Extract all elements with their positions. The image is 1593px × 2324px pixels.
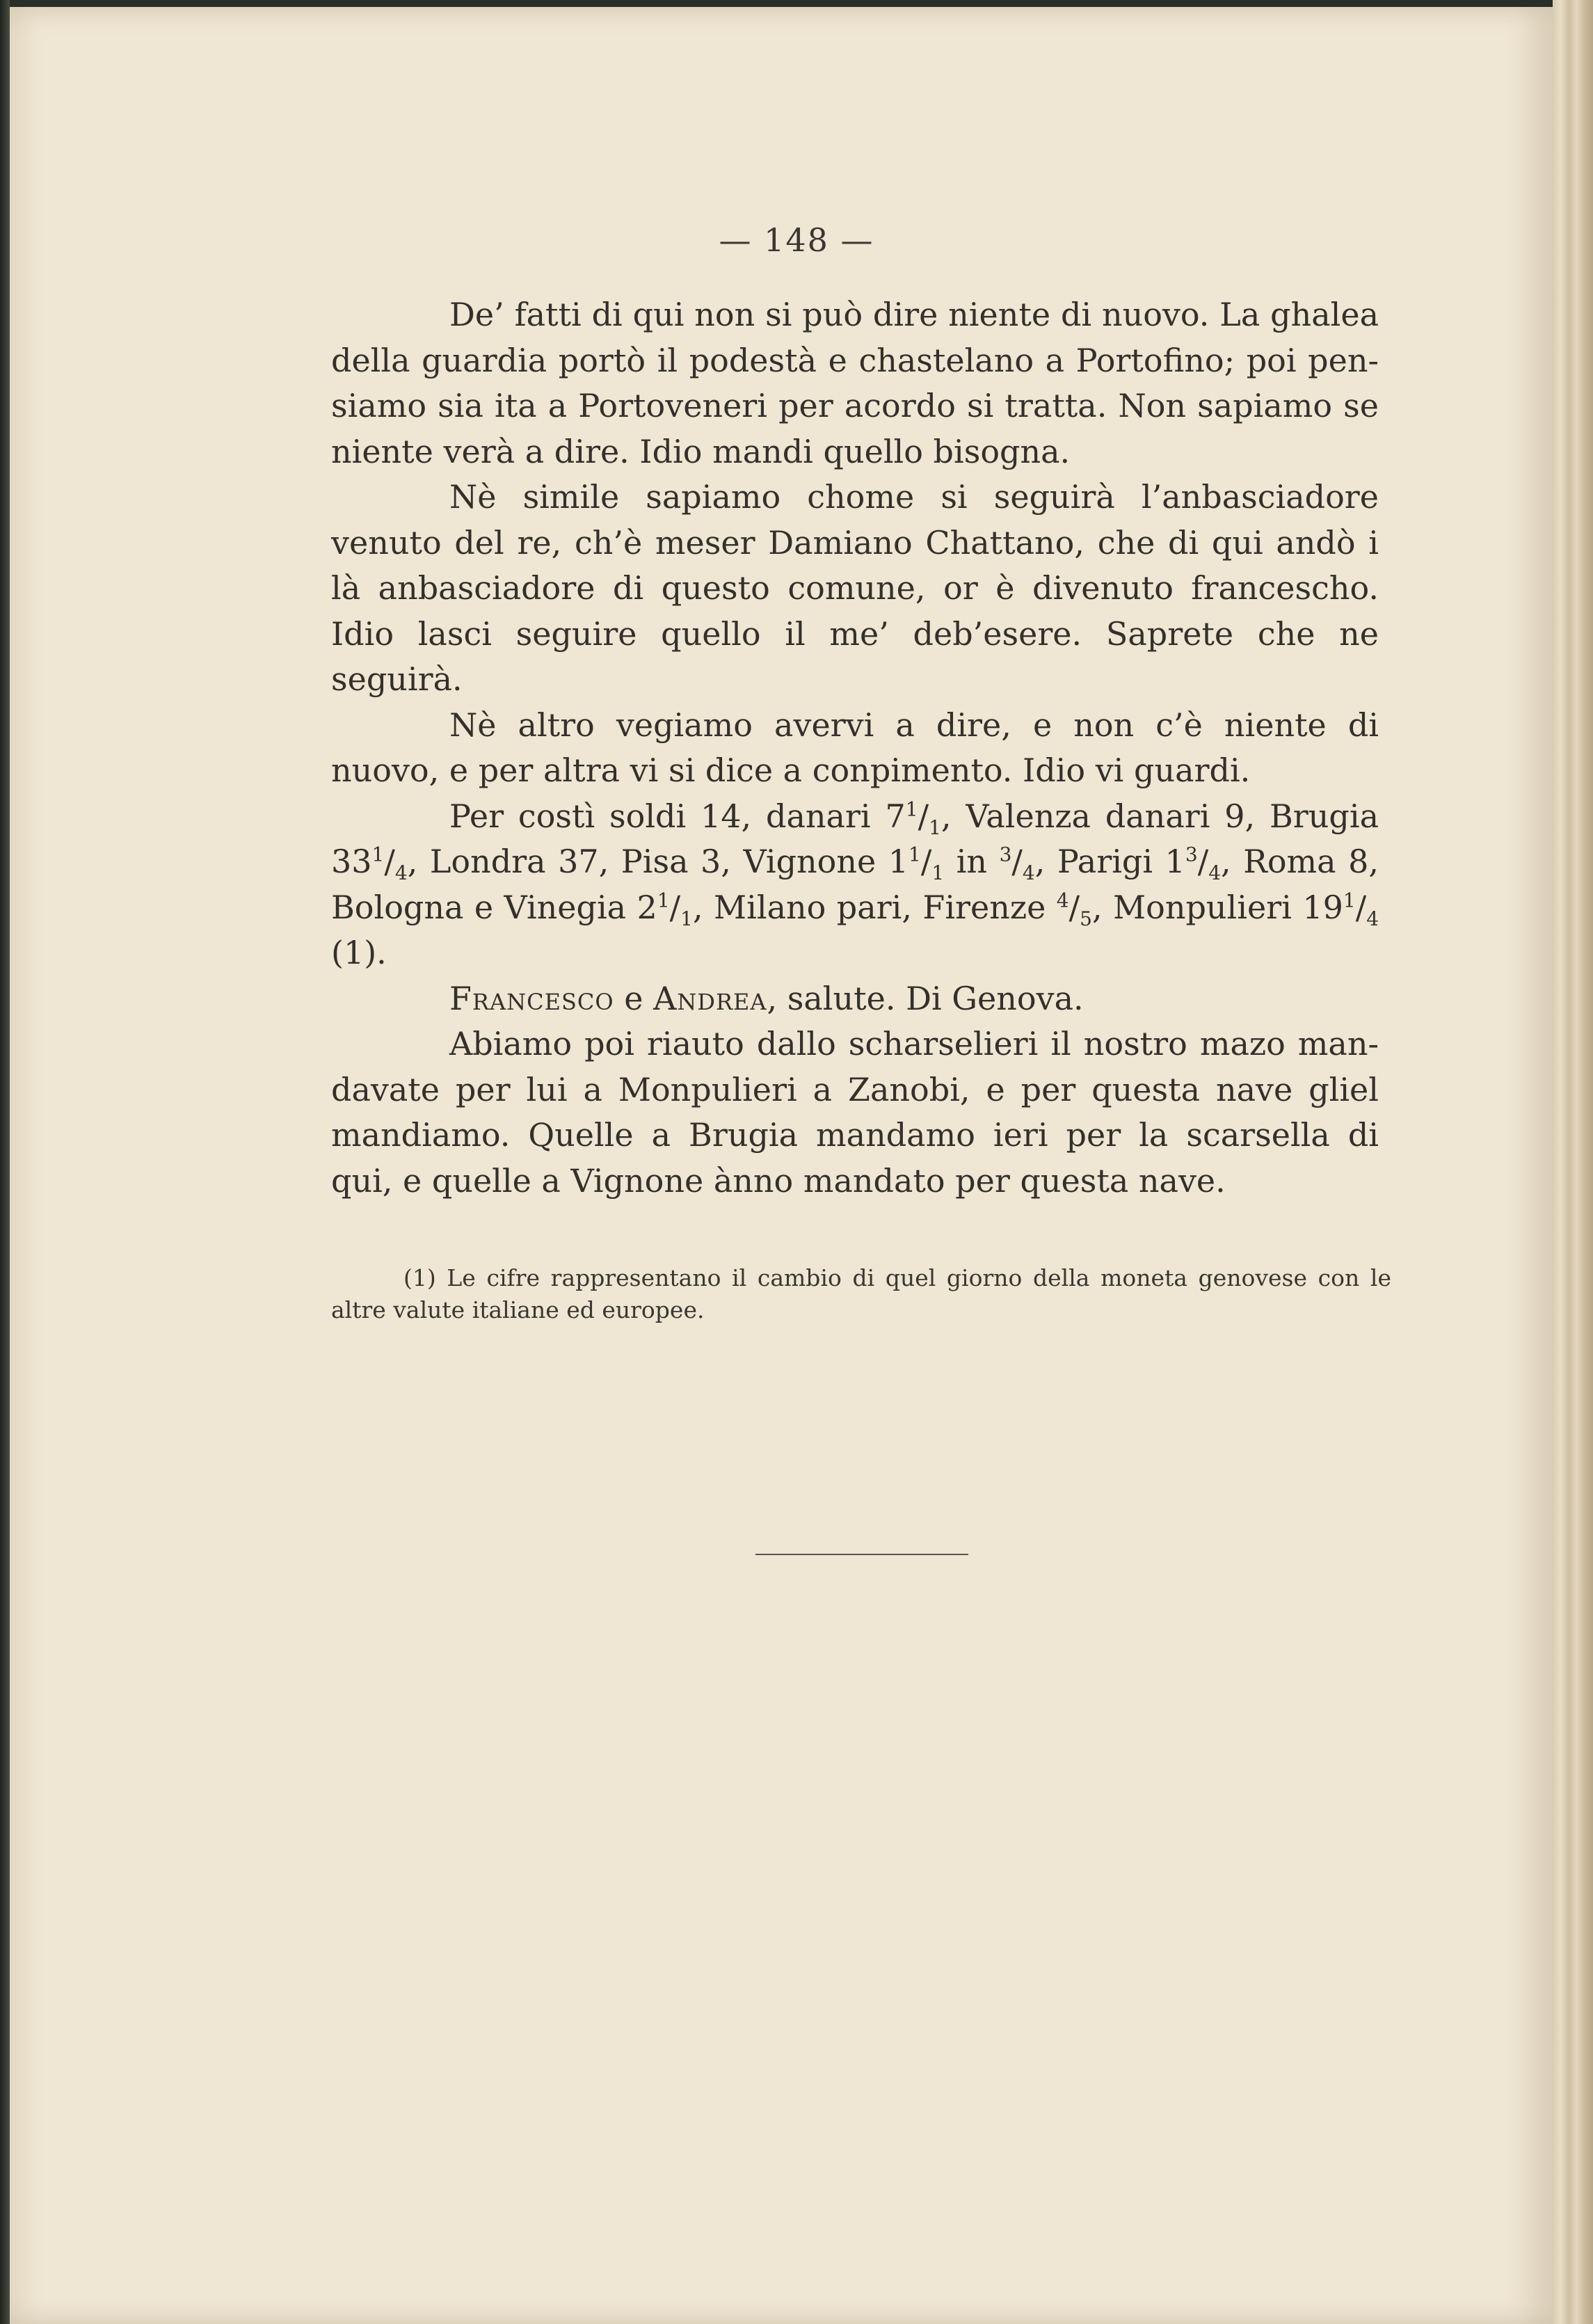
paragraph-1: De’ fatti di qui non si può dire niente di nuovo. La ghalea della guardia portò il podestà e chastelano a Portofino; poi pensiamo sia ita a Portoveneri per acordo si tratta. Non sapiamo se niente verà a dire. Idio mandi quello bisogna. [331,296,1379,470]
fraction: $^1/_4$ [371,843,408,885]
final-paragraph: Abiamo poi riauto dallo scharselieri il nostro mazo mandavate per lui a Monpulieri a Zanobi, e per questa nave gliel mandiamo. Quelle a Brugia mandamo ieri per la scarsella di qui, e quelle a Vignone ànno mandato per questa nave. [331,1025,1379,1200]
page-number: — 148 — [719,221,874,259]
text-run: , Monpulieri 19 [1091,888,1343,926]
fraction: $^1/_4$ [1343,888,1379,930]
signature-line [331,976,1379,1022]
main-text [331,292,1379,1204]
text-run: , Valenza danari 9, Brugia 33 [331,797,1379,880]
text-run: (1). [331,934,387,971]
text-run: , Parigi 1 [1034,843,1185,880]
text-run: , Londra 37, Pisa 3, Vignone 1 [407,843,909,880]
footnote [331,1262,1391,1326]
fraction: $^1/_1$ [908,843,945,885]
text-run: e [614,979,654,1017]
fraction: $^1/_1$ [657,888,693,930]
footnote-text: (1) Le cifre rappresentano il cambio di quel giorno della moneta genovese con le altre valute italiane ed europee. [331,1264,1391,1323]
text-run: , Roma 8, Bologna e Vinegia 2 [331,843,1379,926]
signer-francesco: Francesco [449,979,614,1017]
fraction: $^4/_5$ [1056,888,1092,930]
signer-andrea: Andrea [653,979,767,1017]
text-run: , Milano pari, Firenze [692,888,1057,926]
text-run: Per costì soldi 14, danari 7 [449,797,906,835]
fraction: $^1/_1$ [905,797,941,839]
page-stack-edge [1553,0,1593,2324]
paragraph-3: Nè altro vegiamo avervi a dire, e non c’è niente di nuovo, e per altra vi si dice a conpimento. Idio vi guardi. [331,706,1379,789]
text-run: , salute. Di Genova. [767,979,1084,1017]
fraction: $^3/_4$ [1185,843,1222,885]
end-rule [755,1554,968,1555]
text-run: in [944,843,1000,880]
binding-edge [0,0,10,2324]
paragraph-2: Nè simile sapiamo chome si seguirà l’anbasciadore venuto del re, ch’è meser Damiano Chattano, che di qui andò i là anbasciadore di questo comune, or è divenuto francescho. Idio lasci seguire quello il me’ deb’esere. Saprete che ne seguirà. [331,478,1379,698]
exchange-rates-paragraph [331,794,1379,976]
fraction: $^3/_4$ [999,843,1035,885]
